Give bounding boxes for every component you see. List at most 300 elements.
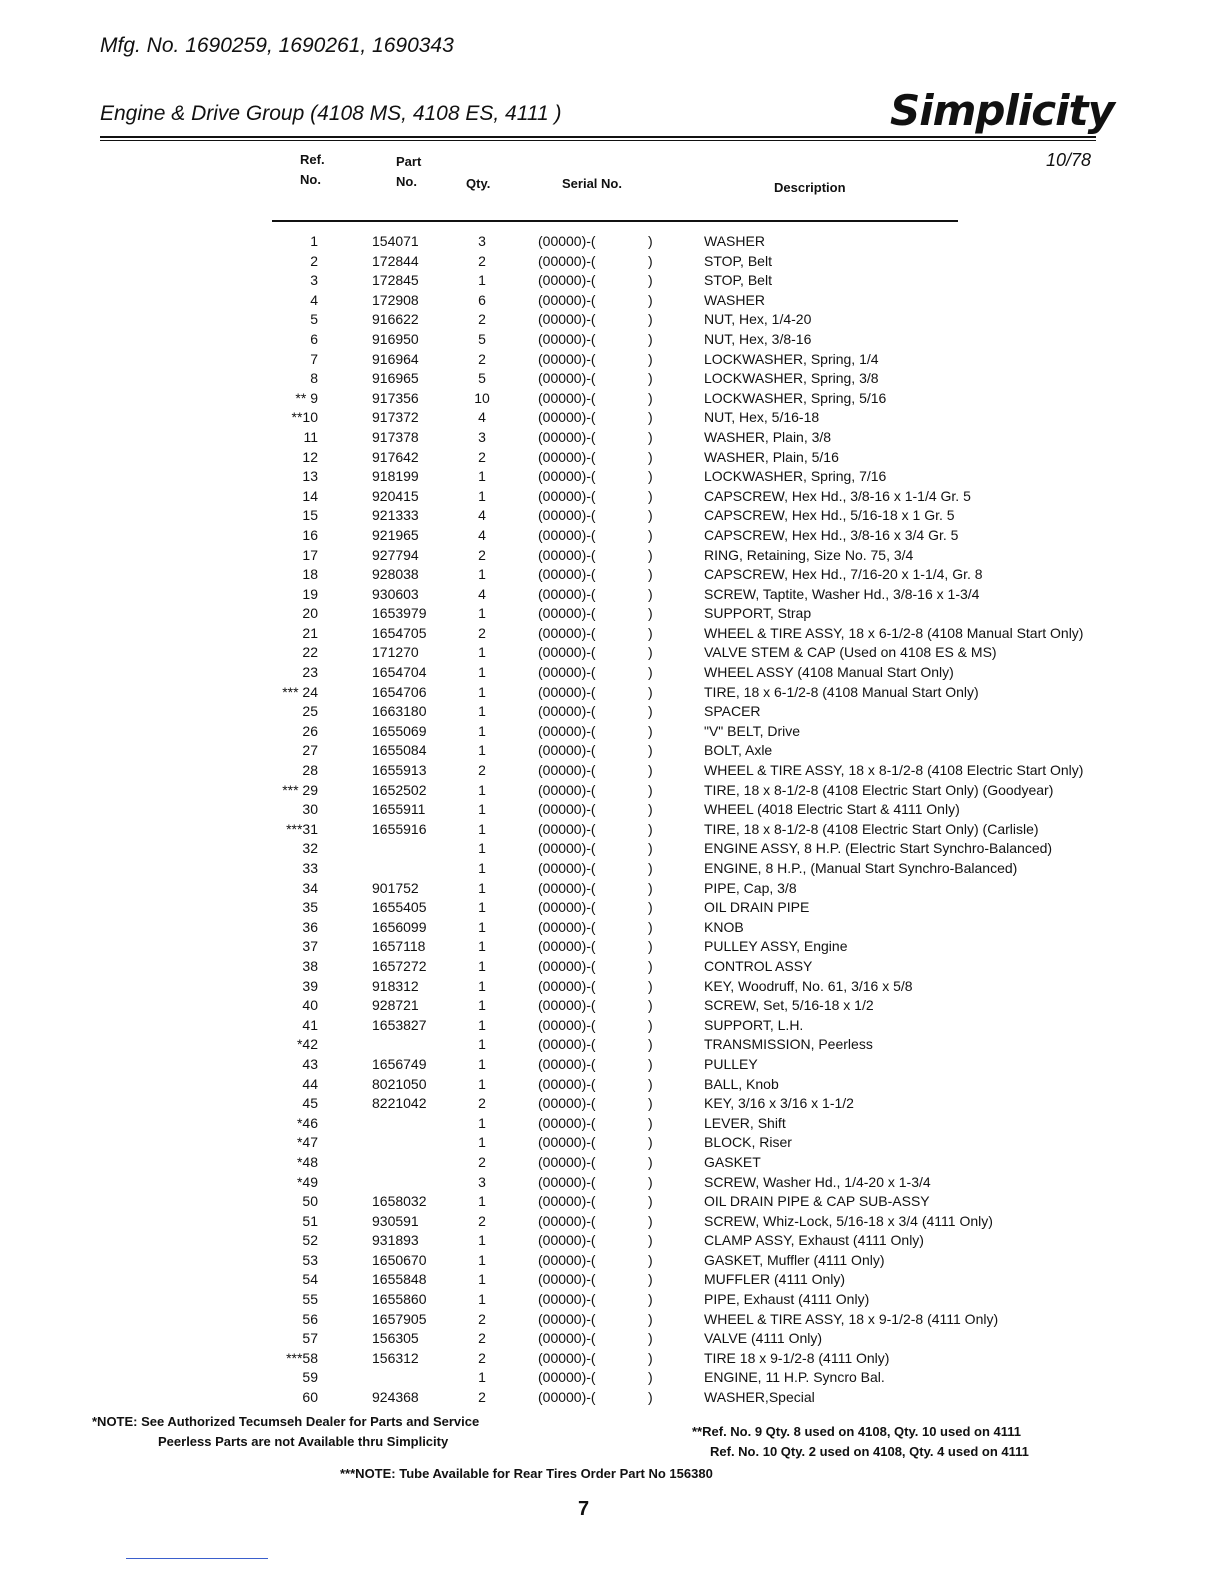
table-row xyxy=(0,702,1224,722)
serial-cell: (00000)-( xyxy=(538,703,596,720)
qty-cell: 2 xyxy=(478,252,486,269)
table-row xyxy=(0,761,1224,781)
serial-cell: (00000)-( xyxy=(538,624,596,641)
ref-cell: 50 xyxy=(302,1193,318,1210)
table-row xyxy=(0,1035,1224,1055)
part-cell: 1656099 xyxy=(372,918,427,935)
table-row xyxy=(0,820,1224,840)
table-row xyxy=(0,643,1224,663)
serial-cell: (00000)-( xyxy=(538,585,596,602)
serial-close-paren: ) xyxy=(648,605,653,622)
serial-cell: (00000)-( xyxy=(538,742,596,759)
qty-cell: 1 xyxy=(478,1036,486,1053)
serial-cell: (00000)-( xyxy=(538,1349,596,1366)
ref-cell: 57 xyxy=(302,1330,318,1347)
description-cell: STOP, Belt xyxy=(704,272,772,289)
qty-cell: 1 xyxy=(478,742,486,759)
serial-cell: (00000)-( xyxy=(538,389,596,406)
serial-cell: (00000)-( xyxy=(538,1271,596,1288)
serial-cell: (00000)-( xyxy=(538,409,596,426)
description-cell: WHEEL & TIRE ASSY, 18 x 9-1/2-8 (4111 Only) xyxy=(704,1310,999,1327)
table-row xyxy=(0,428,1224,448)
part-cell: 928038 xyxy=(372,566,419,583)
ref-cell: 54 xyxy=(302,1271,318,1288)
serial-cell: (00000)-( xyxy=(538,918,596,935)
serial-close-paren: ) xyxy=(648,742,653,759)
description-cell: NUT, Hex, 3/8-16 xyxy=(704,330,812,347)
description-cell: ENGINE, 8 H.P., (Manual Start Synchro-Balanced) xyxy=(704,860,1018,876)
description-cell: PIPE, Exhaust (4111 Only) xyxy=(704,1291,870,1308)
col-serial-header: Serial No. xyxy=(562,176,622,191)
description-cell: SPACER xyxy=(704,703,761,720)
table-header-rule xyxy=(272,220,958,222)
description-cell: WASHER,Special xyxy=(704,1389,815,1406)
table-row xyxy=(0,1349,1224,1369)
serial-cell: (00000)-( xyxy=(538,781,596,798)
serial-close-paren: ) xyxy=(648,1153,653,1170)
table-row xyxy=(0,898,1224,918)
part-cell: 921333 xyxy=(372,507,419,524)
ref-cell: 5 xyxy=(310,311,318,328)
ref-cell: *** 24 xyxy=(282,683,318,700)
part-cell: 1655084 xyxy=(372,742,427,759)
qty-cell: 5 xyxy=(478,370,486,387)
qty-cell: 1 xyxy=(478,840,486,857)
description-cell: TRANSMISSION, Peerless xyxy=(704,1036,873,1053)
serial-close-paren: ) xyxy=(648,409,653,426)
qty-cell: 4 xyxy=(478,526,486,543)
table-row xyxy=(0,1192,1224,1212)
description-cell: PULLEY xyxy=(704,1055,758,1072)
qty-cell: 1 xyxy=(478,1369,486,1386)
ref-cell: ** 9 xyxy=(295,389,318,406)
serial-cell: (00000)-( xyxy=(538,1389,596,1406)
qty-cell: 2 xyxy=(478,1310,486,1327)
qty-cell: 5 xyxy=(478,330,486,347)
part-cell: 172908 xyxy=(372,291,419,308)
serial-cell: (00000)-( xyxy=(538,291,596,308)
description-cell: CONTROL ASSY xyxy=(704,957,813,974)
part-cell: 172844 xyxy=(372,252,419,269)
ref-cell: 55 xyxy=(302,1291,318,1308)
ref-cell: *46 xyxy=(296,1114,318,1131)
table-row xyxy=(0,859,1224,879)
description-cell: WASHER, Plain, 5/16 xyxy=(704,448,839,465)
table-row xyxy=(0,604,1224,624)
serial-cell: (00000)-( xyxy=(538,840,596,857)
qty-cell: 2 xyxy=(478,1330,486,1347)
serial-close-paren: ) xyxy=(648,1193,653,1210)
ref-cell: 60 xyxy=(302,1389,318,1406)
serial-close-paren: ) xyxy=(648,1369,653,1386)
table-row xyxy=(0,1329,1224,1349)
serial-cell: (00000)-( xyxy=(538,1036,596,1053)
part-cell: 918199 xyxy=(372,468,419,485)
ref-cell: 51 xyxy=(302,1212,318,1229)
description-cell: RING, Retaining, Size No. 75, 3/4 xyxy=(704,546,914,563)
serial-close-paren: ) xyxy=(648,1251,653,1268)
description-cell: CAPSCREW, Hex Hd., 5/16-18 x 1 Gr. 5 xyxy=(704,507,955,524)
serial-cell: (00000)-( xyxy=(538,1095,596,1112)
serial-close-paren: ) xyxy=(648,1173,653,1190)
description-cell: CLAMP ASSY, Exhaust (4111 Only) xyxy=(704,1232,924,1249)
description-cell: GASKET, Muffler (4111 Only) xyxy=(704,1251,885,1268)
serial-cell: (00000)-( xyxy=(538,233,596,249)
description-cell: SCREW, Whiz-Lock, 5/16-18 x 3/4 (4111 Only) xyxy=(704,1212,993,1229)
table-row xyxy=(0,800,1224,820)
part-cell: 1653979 xyxy=(372,605,427,622)
description-cell: GASKET xyxy=(704,1153,761,1170)
qty-cell: 1 xyxy=(478,468,486,485)
part-cell: 172845 xyxy=(372,272,419,289)
qty-cell: 1 xyxy=(478,664,486,681)
ref-cell: 8 xyxy=(310,370,318,387)
serial-close-paren: ) xyxy=(648,1016,653,1033)
qty-cell: 1 xyxy=(478,566,486,583)
ref-cell: *42 xyxy=(296,1036,318,1053)
description-cell: ENGINE, 11 H.P. Syncro Bal. xyxy=(704,1369,885,1386)
serial-cell: (00000)-( xyxy=(538,605,596,622)
part-cell: 901752 xyxy=(372,879,419,896)
table-row xyxy=(0,918,1224,938)
serial-cell: (00000)-( xyxy=(538,487,596,504)
table-row xyxy=(0,996,1224,1016)
part-cell: 916964 xyxy=(372,350,419,367)
description-cell: TIRE, 18 x 8-1/2-8 (4108 Electric Start Only) (Carlisle) xyxy=(704,820,1039,837)
serial-cell: (00000)-( xyxy=(538,899,596,916)
description-cell: WHEEL & TIRE ASSY, 18 x 8-1/2-8 (4108 Electric Start Only) xyxy=(704,762,1084,779)
ref-cell: 25 xyxy=(302,703,318,720)
qty-cell: 1 xyxy=(478,1251,486,1268)
part-cell: 1657905 xyxy=(372,1310,427,1327)
serial-cell: (00000)-( xyxy=(538,330,596,347)
ref-cell: 16 xyxy=(302,526,318,543)
description-cell: SCREW, Set, 5/16-18 x 1/2 xyxy=(704,997,874,1014)
table-row xyxy=(0,1114,1224,1134)
serial-close-paren: ) xyxy=(648,566,653,583)
serial-cell: (00000)-( xyxy=(538,546,596,563)
description-cell: OIL DRAIN PIPE xyxy=(704,899,810,916)
ref-cell: 59 xyxy=(302,1369,318,1386)
page-number: 7 xyxy=(578,1498,590,1520)
serial-close-paren: ) xyxy=(648,389,653,406)
part-cell: 1655911 xyxy=(372,801,426,818)
table-row xyxy=(0,389,1224,409)
part-cell: 1655069 xyxy=(372,722,427,739)
ref-cell: 21 xyxy=(302,624,318,641)
part-cell: 920415 xyxy=(372,487,419,504)
serial-cell: (00000)-( xyxy=(538,644,596,661)
serial-close-paren: ) xyxy=(648,899,653,916)
serial-close-paren: ) xyxy=(648,233,653,249)
ref-cell: 7 xyxy=(310,350,318,367)
col-part-header: Part No. xyxy=(396,154,422,189)
ref-cell: 26 xyxy=(302,722,318,739)
table-row xyxy=(0,1016,1224,1036)
table-row xyxy=(0,526,1224,546)
ref-cell: 4 xyxy=(310,291,318,308)
ref-cell: 40 xyxy=(302,997,318,1014)
table-row xyxy=(0,1133,1224,1153)
serial-close-paren: ) xyxy=(648,703,653,720)
serial-cell: (00000)-( xyxy=(538,1212,596,1229)
qty-cell: 1 xyxy=(478,918,486,935)
table-row xyxy=(0,585,1224,605)
serial-close-paren: ) xyxy=(648,1389,653,1406)
qty-cell: 1 xyxy=(478,1016,486,1033)
part-cell: 1658032 xyxy=(372,1193,427,1210)
serial-close-paren: ) xyxy=(648,1330,653,1347)
part-cell: 917642 xyxy=(372,448,419,465)
description-cell: WHEEL ASSY (4108 Manual Start Only) xyxy=(704,664,954,681)
ref-cell: 15 xyxy=(302,507,318,524)
serial-cell: (00000)-( xyxy=(538,428,596,445)
ref-cell: 27 xyxy=(302,742,318,759)
serial-close-paren: ) xyxy=(648,546,653,563)
table-row xyxy=(0,271,1224,291)
table-row xyxy=(0,1153,1224,1173)
description-cell: LOCKWASHER, Spring, 1/4 xyxy=(704,350,879,367)
serial-close-paren: ) xyxy=(648,879,653,896)
serial-close-paren: ) xyxy=(648,526,653,543)
qty-cell: 1 xyxy=(478,1134,486,1151)
serial-cell: (00000)-( xyxy=(538,1055,596,1072)
serial-cell: (00000)-( xyxy=(538,1310,596,1327)
part-cell: 921965 xyxy=(372,526,419,543)
serial-close-paren: ) xyxy=(648,330,653,347)
description-cell: TIRE, 18 x 8-1/2-8 (4108 Electric Start Only) (Goodyear) xyxy=(704,781,1054,798)
table-row xyxy=(0,291,1224,311)
qty-cell: 1 xyxy=(478,820,486,837)
ref-cell: 22 xyxy=(302,644,318,661)
table-row xyxy=(0,957,1224,977)
serial-cell: (00000)-( xyxy=(538,252,596,269)
qty-cell: 1 xyxy=(478,938,486,955)
serial-close-paren: ) xyxy=(648,977,653,994)
qty-cell: 1 xyxy=(478,644,486,661)
serial-cell: (00000)-( xyxy=(538,1016,596,1033)
serial-cell: (00000)-( xyxy=(538,1173,596,1190)
serial-close-paren: ) xyxy=(648,1291,653,1308)
serial-close-paren: ) xyxy=(648,683,653,700)
part-cell: 928721 xyxy=(372,997,419,1014)
serial-close-paren: ) xyxy=(648,350,653,367)
serial-close-paren: ) xyxy=(648,781,653,798)
qty-cell: 1 xyxy=(478,605,486,622)
description-cell: SCREW, Washer Hd., 1/4-20 x 1-3/4 xyxy=(704,1173,931,1190)
qty-cell: 1 xyxy=(478,977,486,994)
qty-cell: 4 xyxy=(478,507,486,524)
serial-close-paren: ) xyxy=(648,957,653,974)
mfg-numbers: Mfg. No. 1690259, 1690261, 1690343 xyxy=(100,34,454,57)
qty-cell: 4 xyxy=(478,585,486,602)
ref-cell: 28 xyxy=(302,762,318,779)
description-cell: LOCKWASHER, Spring, 7/16 xyxy=(704,468,887,485)
table-row xyxy=(0,663,1224,683)
description-cell: WHEEL (4018 Electric Start & 4111 Only) xyxy=(704,801,960,818)
description-cell: WHEEL & TIRE ASSY, 18 x 6-1/2-8 (4108 Manual Start Only) xyxy=(704,624,1084,641)
serial-cell: (00000)-( xyxy=(538,1114,596,1131)
part-cell: 917378 xyxy=(372,428,419,445)
qty-cell: 1 xyxy=(478,997,486,1014)
ref-cell: 13 xyxy=(302,468,318,485)
brand-logo: Simplicity xyxy=(890,86,1115,135)
ref-cell: 2 xyxy=(310,252,318,269)
serial-cell: (00000)-( xyxy=(538,1232,596,1249)
qty-cell: 3 xyxy=(478,1173,486,1190)
table-row xyxy=(0,506,1224,526)
qty-cell: 1 xyxy=(478,1291,486,1308)
table-row xyxy=(0,369,1224,389)
serial-close-paren: ) xyxy=(648,272,653,289)
ref-cell: *49 xyxy=(296,1173,318,1190)
part-cell: 1655848 xyxy=(372,1271,427,1288)
ref-cell: 14 xyxy=(302,487,318,504)
serial-close-paren: ) xyxy=(648,428,653,445)
serial-close-paren: ) xyxy=(648,1075,653,1092)
qty-cell: 1 xyxy=(478,487,486,504)
revision-date: 10/78 xyxy=(1046,150,1092,170)
part-cell: 1654706 xyxy=(372,683,427,700)
serial-close-paren: ) xyxy=(648,370,653,387)
serial-cell: (00000)-( xyxy=(538,1251,596,1268)
table-row xyxy=(0,977,1224,997)
table-row xyxy=(0,487,1224,507)
qty-cell: 1 xyxy=(478,1271,486,1288)
ref-cell: 41 xyxy=(302,1016,318,1033)
ref-cell: 18 xyxy=(302,566,318,583)
part-cell: 1650670 xyxy=(372,1251,427,1268)
serial-close-paren: ) xyxy=(648,722,653,739)
serial-close-paren: ) xyxy=(648,1134,653,1151)
parts-table xyxy=(0,232,1224,1408)
qty-cell: 1 xyxy=(478,683,486,700)
description-cell: NUT, Hex, 1/4-20 xyxy=(704,311,812,328)
serial-cell: (00000)-( xyxy=(538,1075,596,1092)
serial-cell: (00000)-( xyxy=(538,1369,596,1386)
table-row xyxy=(0,1055,1224,1075)
table-row xyxy=(0,1212,1224,1232)
description-cell: SUPPORT, Strap xyxy=(704,605,812,622)
qty-cell: 10 xyxy=(474,389,490,406)
part-cell: 1656749 xyxy=(372,1055,427,1072)
part-cell: 1657118 xyxy=(372,938,426,955)
ref-cell: 11 xyxy=(303,428,318,445)
part-cell: 1654704 xyxy=(372,664,427,681)
description-cell: VALVE STEM & CAP (Used on 4108 ES & MS) xyxy=(704,644,997,661)
description-cell: TIRE, 18 x 6-1/2-8 (4108 Manual Start Only) xyxy=(704,683,979,700)
description-cell: STOP, Belt xyxy=(704,252,772,269)
qty-cell: 3 xyxy=(478,428,486,445)
serial-close-paren: ) xyxy=(648,860,653,876)
table-row xyxy=(0,1173,1224,1193)
ref-cell: 32 xyxy=(302,840,318,857)
serial-cell: (00000)-( xyxy=(538,311,596,328)
qty-cell: 2 xyxy=(478,311,486,328)
description-cell: WASHER, Plain, 3/8 xyxy=(704,428,832,445)
ref-cell: *** 29 xyxy=(282,781,318,798)
serial-cell: (00000)-( xyxy=(538,507,596,524)
description-cell: ENGINE ASSY, 8 H.P. (Electric Start Synchro-Balanced) xyxy=(704,840,1053,857)
qty-cell: 1 xyxy=(478,1193,486,1210)
ref-cell: 56 xyxy=(302,1310,318,1327)
table-row xyxy=(0,1231,1224,1251)
serial-cell: (00000)-( xyxy=(538,1291,596,1308)
group-title: Engine & Drive Group (4108 MS, 4108 ES, 4111 ) xyxy=(100,102,562,125)
ref-cell: 52 xyxy=(302,1232,318,1249)
qty-cell: 3 xyxy=(478,233,486,249)
serial-cell: (00000)-( xyxy=(538,860,596,876)
description-cell: WASHER xyxy=(704,233,765,249)
header-rule-thin xyxy=(100,140,1096,141)
part-cell: 916622 xyxy=(372,311,419,328)
description-cell: KEY, Woodruff, No. 61, 3/16 x 5/8 xyxy=(704,977,913,994)
qty-cell: 2 xyxy=(478,1153,486,1170)
ref-cell: 36 xyxy=(302,918,318,935)
serial-cell: (00000)-( xyxy=(538,722,596,739)
qty-cell: 1 xyxy=(478,1055,486,1072)
serial-close-paren: ) xyxy=(648,487,653,504)
note-ref-qty: **Ref. No. 9 Qty. 8 used on 4108, Qty. 10 used on 4111 Ref. No. 10 Qty. 2 used on 4108, Qty. 4 used on 4111 xyxy=(692,1424,1029,1459)
description-cell: BALL, Knob xyxy=(704,1075,779,1092)
serial-cell: (00000)-( xyxy=(538,977,596,994)
qty-cell: 1 xyxy=(478,899,486,916)
ref-cell: 12 xyxy=(302,448,318,465)
table-row xyxy=(0,232,1224,252)
table-row xyxy=(0,722,1224,742)
qty-cell: 1 xyxy=(478,1075,486,1092)
qty-cell: 2 xyxy=(478,1389,486,1406)
description-cell: SCREW, Taptite, Washer Hd., 3/8-16 x 1-3/4 xyxy=(704,585,980,602)
serial-cell: (00000)-( xyxy=(538,1134,596,1151)
description-cell: CAPSCREW, Hex Hd., 3/8-16 x 1-1/4 Gr. 5 xyxy=(704,487,971,504)
part-cell: 917372 xyxy=(372,409,419,426)
table-row xyxy=(0,1368,1224,1388)
part-cell: 1655405 xyxy=(372,899,427,916)
serial-close-paren: ) xyxy=(648,820,653,837)
part-cell: 8021050 xyxy=(372,1075,427,1092)
serial-close-paren: ) xyxy=(648,1271,653,1288)
table-row xyxy=(0,1094,1224,1114)
qty-cell: 1 xyxy=(478,1232,486,1249)
ref-cell: 3 xyxy=(310,272,318,289)
qty-cell: 2 xyxy=(478,1212,486,1229)
col-ref-header: Ref. No. xyxy=(300,152,325,187)
serial-close-paren: ) xyxy=(648,1232,653,1249)
ref-cell: 23 xyxy=(302,664,318,681)
serial-close-paren: ) xyxy=(648,311,653,328)
part-cell: 156305 xyxy=(372,1330,419,1347)
description-cell: BOLT, Axle xyxy=(704,742,773,759)
part-cell: 1663180 xyxy=(372,703,427,720)
table-row xyxy=(0,546,1224,566)
ref-cell: 44 xyxy=(302,1075,318,1092)
serial-cell: (00000)-( xyxy=(538,938,596,955)
serial-cell: (00000)-( xyxy=(538,1330,596,1347)
description-cell: LEVER, Shift xyxy=(704,1114,786,1131)
part-cell: 927794 xyxy=(372,546,419,563)
serial-close-paren: ) xyxy=(648,762,653,779)
serial-close-paren: ) xyxy=(648,918,653,935)
description-cell: OIL DRAIN PIPE & CAP SUB-ASSY xyxy=(704,1193,930,1210)
qty-cell: 1 xyxy=(478,272,486,289)
serial-cell: (00000)-( xyxy=(538,370,596,387)
qty-cell: 2 xyxy=(478,762,486,779)
serial-cell: (00000)-( xyxy=(538,879,596,896)
serial-cell: (00000)-( xyxy=(538,820,596,837)
serial-cell: (00000)-( xyxy=(538,350,596,367)
qty-cell: 1 xyxy=(478,781,486,798)
